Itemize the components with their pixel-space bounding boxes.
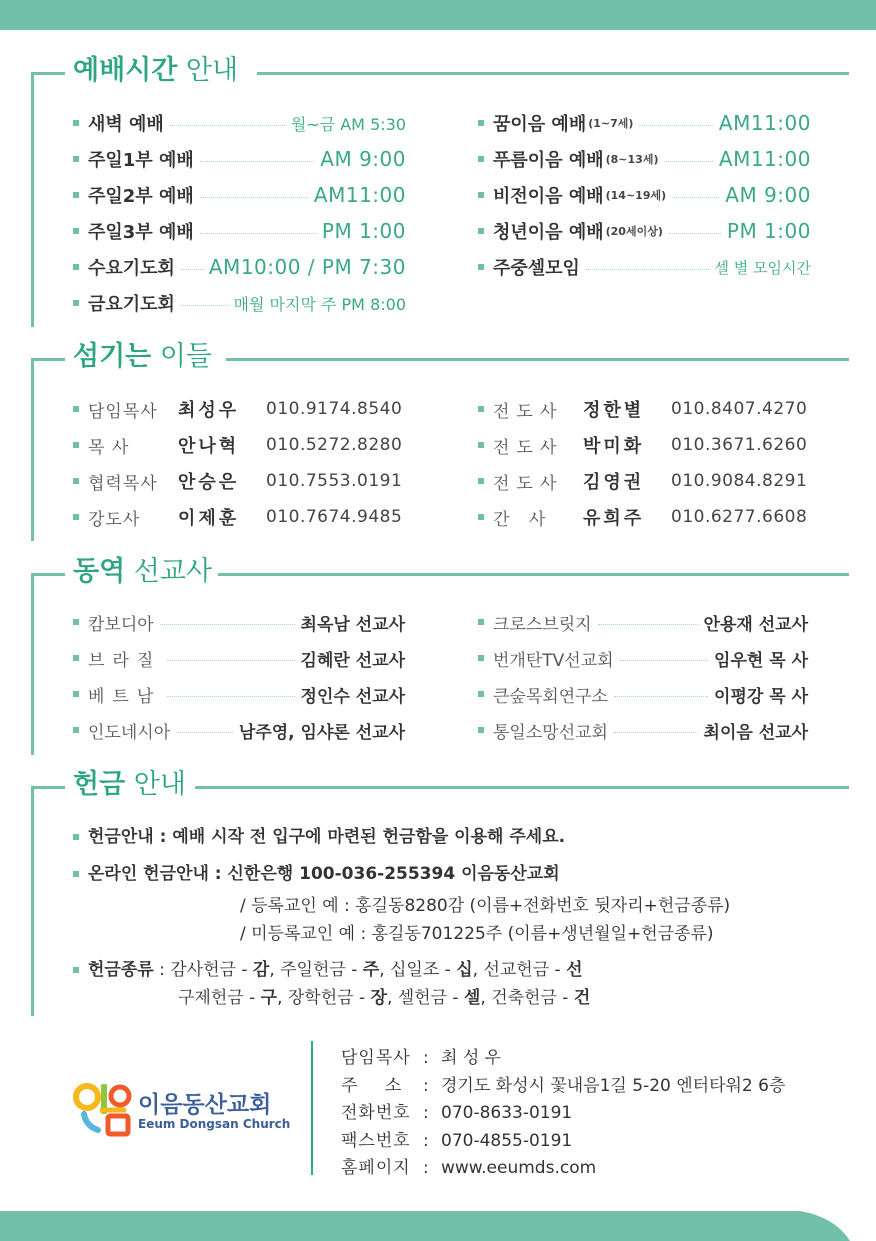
staff-phone: 010.9174.8540 [266, 399, 403, 419]
church-info-value: 070-4855-0191 [441, 1130, 573, 1151]
staff-row [478, 394, 807, 424]
section-line [195, 786, 849, 789]
bullet-icon [73, 442, 79, 448]
dotted-leader [598, 624, 698, 625]
worship-name: 푸름이음 예배 [493, 150, 604, 171]
dotted-leader [170, 125, 285, 126]
staff-role: 목 사 [88, 437, 130, 458]
worship-time: AM 9:00 [725, 183, 811, 207]
section-line [226, 358, 849, 361]
church-info-key: 주 소 [341, 1075, 413, 1096]
bullet-icon [478, 514, 484, 520]
offering-type-text: , 십일조 - [379, 960, 457, 980]
staff-name: 박미화 [583, 436, 645, 457]
church-info-row [341, 1043, 501, 1068]
footer-divider [311, 1041, 313, 1175]
worship-name: 주일2부 예배 [88, 186, 194, 207]
bullet-icon [478, 120, 484, 126]
worship-age: (14~19세) [605, 189, 667, 202]
bullet-icon [73, 619, 79, 625]
dotted-leader [620, 660, 709, 661]
section-line [31, 72, 65, 75]
church-info-key: 팩스번호 [341, 1130, 411, 1151]
staff-name: 최성우 [178, 400, 240, 421]
staff-name: 안나혁 [178, 436, 240, 457]
bullet-icon [478, 442, 484, 448]
bullet-icon [73, 967, 79, 973]
offering-type-code: 구 [260, 988, 278, 1008]
offering-online-text: : 신한은행 100-036-255394 이음동산교회 [208, 864, 560, 884]
worship-row [73, 288, 406, 318]
missionary-row [478, 715, 808, 745]
church-info-key: 전화번호 [341, 1103, 411, 1123]
offering-type-code: 셀 [463, 988, 481, 1008]
worship-name: 새벽 예배 [88, 114, 164, 135]
church-info-row [341, 1153, 596, 1178]
colon: : [423, 1158, 429, 1178]
worship-row [73, 216, 406, 246]
worship-age: (8~13세) [605, 153, 659, 166]
worship-name: 주일1부 예배 [88, 150, 194, 171]
missionary-row [73, 679, 405, 709]
offering-type-text: , 선교헌금 - [472, 960, 567, 980]
staff-phone: 010.5272.8280 [266, 435, 403, 455]
worship-time: PM 1:00 [726, 219, 811, 243]
offering-type-code: 장 [370, 988, 387, 1008]
bullet-icon [73, 514, 79, 520]
staff-role: 전도사 [493, 473, 564, 494]
worship-time: AM11:00 [718, 147, 811, 171]
staff-name: 김영권 [583, 472, 645, 493]
top-decor-bar [0, 0, 876, 30]
worship-row [73, 252, 406, 282]
bullet-icon [73, 406, 79, 412]
worship-time: AM10:00 / PM 7:30 [208, 255, 406, 279]
worship-age: (20세이상) [605, 225, 663, 238]
staff-name: 안승은 [178, 472, 240, 493]
staff-role: 강도사 [88, 509, 141, 530]
bullet-icon [478, 406, 484, 412]
staff-row [73, 502, 402, 532]
missionary-row [73, 607, 405, 637]
bullet-icon [73, 691, 79, 697]
missionary-name: 임우현 목 사 [714, 650, 808, 671]
dotted-leader [176, 732, 233, 733]
staff-row [478, 430, 807, 460]
worship-time: AM 9:00 [320, 147, 406, 171]
missionary-row [478, 679, 808, 709]
missionary-place: 인도네시아 [88, 722, 171, 743]
offering-type-code: 건 [573, 988, 591, 1008]
staff-role: 간 사 [493, 509, 553, 530]
section-line [31, 72, 34, 327]
staff-title: 섬기는 이들 [73, 341, 213, 372]
offering-type-text: : 감사헌금 - [153, 960, 253, 980]
section-line [257, 72, 849, 75]
staff-name: 유희주 [583, 508, 645, 529]
staff-name: 정한별 [583, 400, 645, 421]
missionary-name: 이평강 목 사 [714, 686, 808, 707]
section-line [31, 786, 34, 1016]
dotted-leader [614, 696, 708, 697]
bullet-icon [73, 655, 79, 661]
bullet-icon [73, 156, 79, 162]
offering-type-text: 구제헌금 - [178, 988, 261, 1008]
missionary-row [73, 715, 405, 745]
bullet-icon [478, 478, 484, 484]
section-line [31, 573, 34, 755]
dotted-leader [167, 696, 294, 697]
dotted-leader [669, 233, 721, 234]
staff-phone: 010.8407.4270 [671, 399, 808, 419]
church-info-row [341, 1126, 572, 1151]
church-info-value[interactable]: www.eeumds.com [441, 1158, 597, 1178]
missionary-name: 최옥남 선교사 [300, 614, 405, 635]
church-info-key: 홈페이지 [341, 1158, 411, 1178]
colon: : [423, 1075, 429, 1096]
staff-row [478, 466, 807, 496]
colon: : [423, 1048, 429, 1068]
missionary-place: 큰숲목회연구소 [493, 686, 608, 707]
worship-row [478, 180, 811, 210]
worship-name: 주일3부 예배 [88, 222, 194, 243]
offering-type-code: 십 [456, 960, 473, 980]
worship-name: 금요기도회 [88, 294, 175, 315]
offering-online-example-registered: / 등록교인 예 : 홍길동8280감 (이름+전화번호 뒷자리+헌금종류) [240, 896, 731, 916]
worship-time: 셀 별 모임시간 [714, 258, 811, 277]
dotted-leader [200, 161, 315, 162]
worship-row [73, 144, 406, 174]
dotted-leader [664, 161, 712, 162]
staff-row [478, 502, 807, 532]
church-logo-name: 이음동산교회 [138, 1092, 272, 1118]
section-line [31, 786, 65, 789]
worship-name: 비전이음 예배 [493, 186, 604, 207]
bullet-icon [478, 264, 484, 270]
offering-online-example-unregistered: / 미등록교인 예 : 홍길동701225주 (이름+생년월일+헌금종류) [240, 924, 714, 944]
worship-age: (1~7세) [588, 117, 634, 130]
worship-name: 수요기도회 [88, 258, 175, 279]
dotted-leader [181, 305, 228, 306]
worship-title: 예배시간 안내 [73, 55, 239, 86]
staff-row [73, 394, 402, 424]
missionary-name: 최이음 선교사 [703, 722, 808, 743]
missionary-name: 정인수 선교사 [300, 686, 405, 707]
dotted-leader [167, 660, 294, 661]
offering-types-label: 헌금종류 [88, 960, 154, 980]
bullet-icon [73, 120, 79, 126]
offering-guide-label: 헌금안내 [88, 827, 154, 847]
bullet-icon [478, 727, 484, 733]
staff-phone: 010.9084.8291 [671, 471, 808, 491]
offering-type-text: , 주일헌금 - [269, 960, 363, 980]
missionaries-title: 동역 선교사 [73, 556, 213, 587]
dotted-leader [614, 732, 698, 733]
bullet-icon [73, 478, 79, 484]
worship-row [478, 108, 811, 138]
church-info-value: 070-8633-0191 [441, 1103, 573, 1123]
offering-guide [73, 822, 565, 847]
church-info-value: 최 성 우 [441, 1048, 502, 1068]
offering-type-code: 주 [362, 960, 380, 980]
colon: : [423, 1130, 429, 1151]
missionary-place: 통일소망선교회 [493, 722, 608, 743]
bottom-decor-bar [0, 1211, 876, 1241]
missionary-place: 캄보디아 [88, 614, 154, 635]
church-logo-english: Eeum Dongsan Church [138, 1117, 291, 1131]
church-info-key: 담임목사 [341, 1048, 411, 1068]
worship-name: 꿈이음 예배 [493, 114, 587, 135]
worship-time: PM 1:00 [321, 219, 406, 243]
staff-role: 전도사 [493, 437, 564, 458]
dotted-leader [200, 233, 316, 234]
church-info-row [341, 1071, 785, 1096]
section-line [31, 358, 65, 361]
offering-title: 헌금 안내 [73, 769, 186, 800]
worship-row [478, 216, 811, 246]
bullet-icon [478, 619, 484, 625]
missionary-name: 김혜란 선교사 [300, 650, 405, 671]
section-line [31, 358, 34, 541]
staff-phone: 010.6277.6608 [671, 507, 808, 527]
colon: : [423, 1103, 429, 1123]
missionary-row [73, 643, 405, 673]
missionary-place: 번개탄TV선교회 [493, 650, 614, 671]
offering-online [73, 859, 560, 884]
offering-guide-text: : 예배 시작 전 입구에 마련된 헌금함을 이용해 주세요. [153, 827, 566, 847]
dotted-leader [672, 197, 719, 198]
missionary-name: 남주영, 임샤론 선교사 [238, 722, 405, 743]
offering-type-text: , 셀헌금 - [386, 988, 464, 1008]
bullet-icon [73, 834, 79, 840]
bullet-icon [478, 228, 484, 234]
dotted-leader [181, 269, 203, 270]
offering-online-label: 온라인 헌금안내 [88, 864, 209, 884]
bullet-icon [478, 156, 484, 162]
bullet-icon [478, 655, 484, 661]
worship-name: 주중셀모임 [493, 258, 580, 279]
church-info-row [341, 1098, 572, 1123]
missionary-row [478, 643, 808, 673]
worship-row [478, 252, 811, 282]
staff-name: 이제훈 [178, 508, 240, 529]
worship-row [478, 144, 811, 174]
offering-type-text: , 건축헌금 - [480, 988, 574, 1008]
offering-types-line2 [178, 983, 590, 1008]
missionary-row [478, 607, 808, 637]
worship-row [73, 180, 406, 210]
worship-time: 월~금 AM 5:30 [290, 114, 406, 134]
worship-time: AM11:00 [313, 183, 406, 207]
bullet-icon [73, 264, 79, 270]
church-logo-icon [70, 1080, 136, 1138]
worship-row [73, 108, 406, 138]
bullet-icon [73, 300, 79, 306]
staff-row [73, 466, 402, 496]
dotted-leader [200, 197, 308, 198]
staff-phone: 010.7553.0191 [266, 471, 403, 491]
missionary-place: 크로스브릿지 [493, 614, 592, 635]
worship-time: 매월 마지막 주 PM 8:00 [233, 294, 406, 314]
dotted-leader [639, 125, 712, 126]
staff-role: 담임목사 [88, 401, 158, 422]
missionary-place: 브라질 [88, 650, 162, 671]
worship-time: AM11:00 [718, 111, 811, 135]
offering-type-code: 선 [566, 960, 583, 980]
dotted-leader [160, 624, 295, 625]
section-line [31, 573, 65, 576]
staff-role: 협력목사 [88, 473, 158, 494]
worship-name: 청년이음 예배 [493, 222, 604, 243]
staff-row [73, 430, 402, 460]
bullet-icon [478, 192, 484, 198]
offering-types [73, 955, 583, 980]
missionary-place: 베트남 [88, 686, 162, 707]
bullet-icon [478, 691, 484, 697]
staff-phone: 010.3671.6260 [671, 435, 808, 455]
offering-type-text: , 장학헌금 - [277, 988, 371, 1008]
staff-phone: 010.7674.9485 [266, 507, 403, 527]
dotted-leader [586, 269, 709, 270]
bullet-icon [73, 192, 79, 198]
offering-type-code: 감 [252, 960, 270, 980]
section-line [218, 573, 849, 576]
church-info-value: 경기도 화성시 꽃내음1길 5-20 엔터타워2 6층 [441, 1075, 786, 1096]
staff-role: 전도사 [493, 401, 564, 422]
bullet-icon [73, 727, 79, 733]
missionary-name: 안용재 선교사 [703, 614, 808, 635]
bullet-icon [73, 871, 79, 877]
bullet-icon [73, 228, 79, 234]
